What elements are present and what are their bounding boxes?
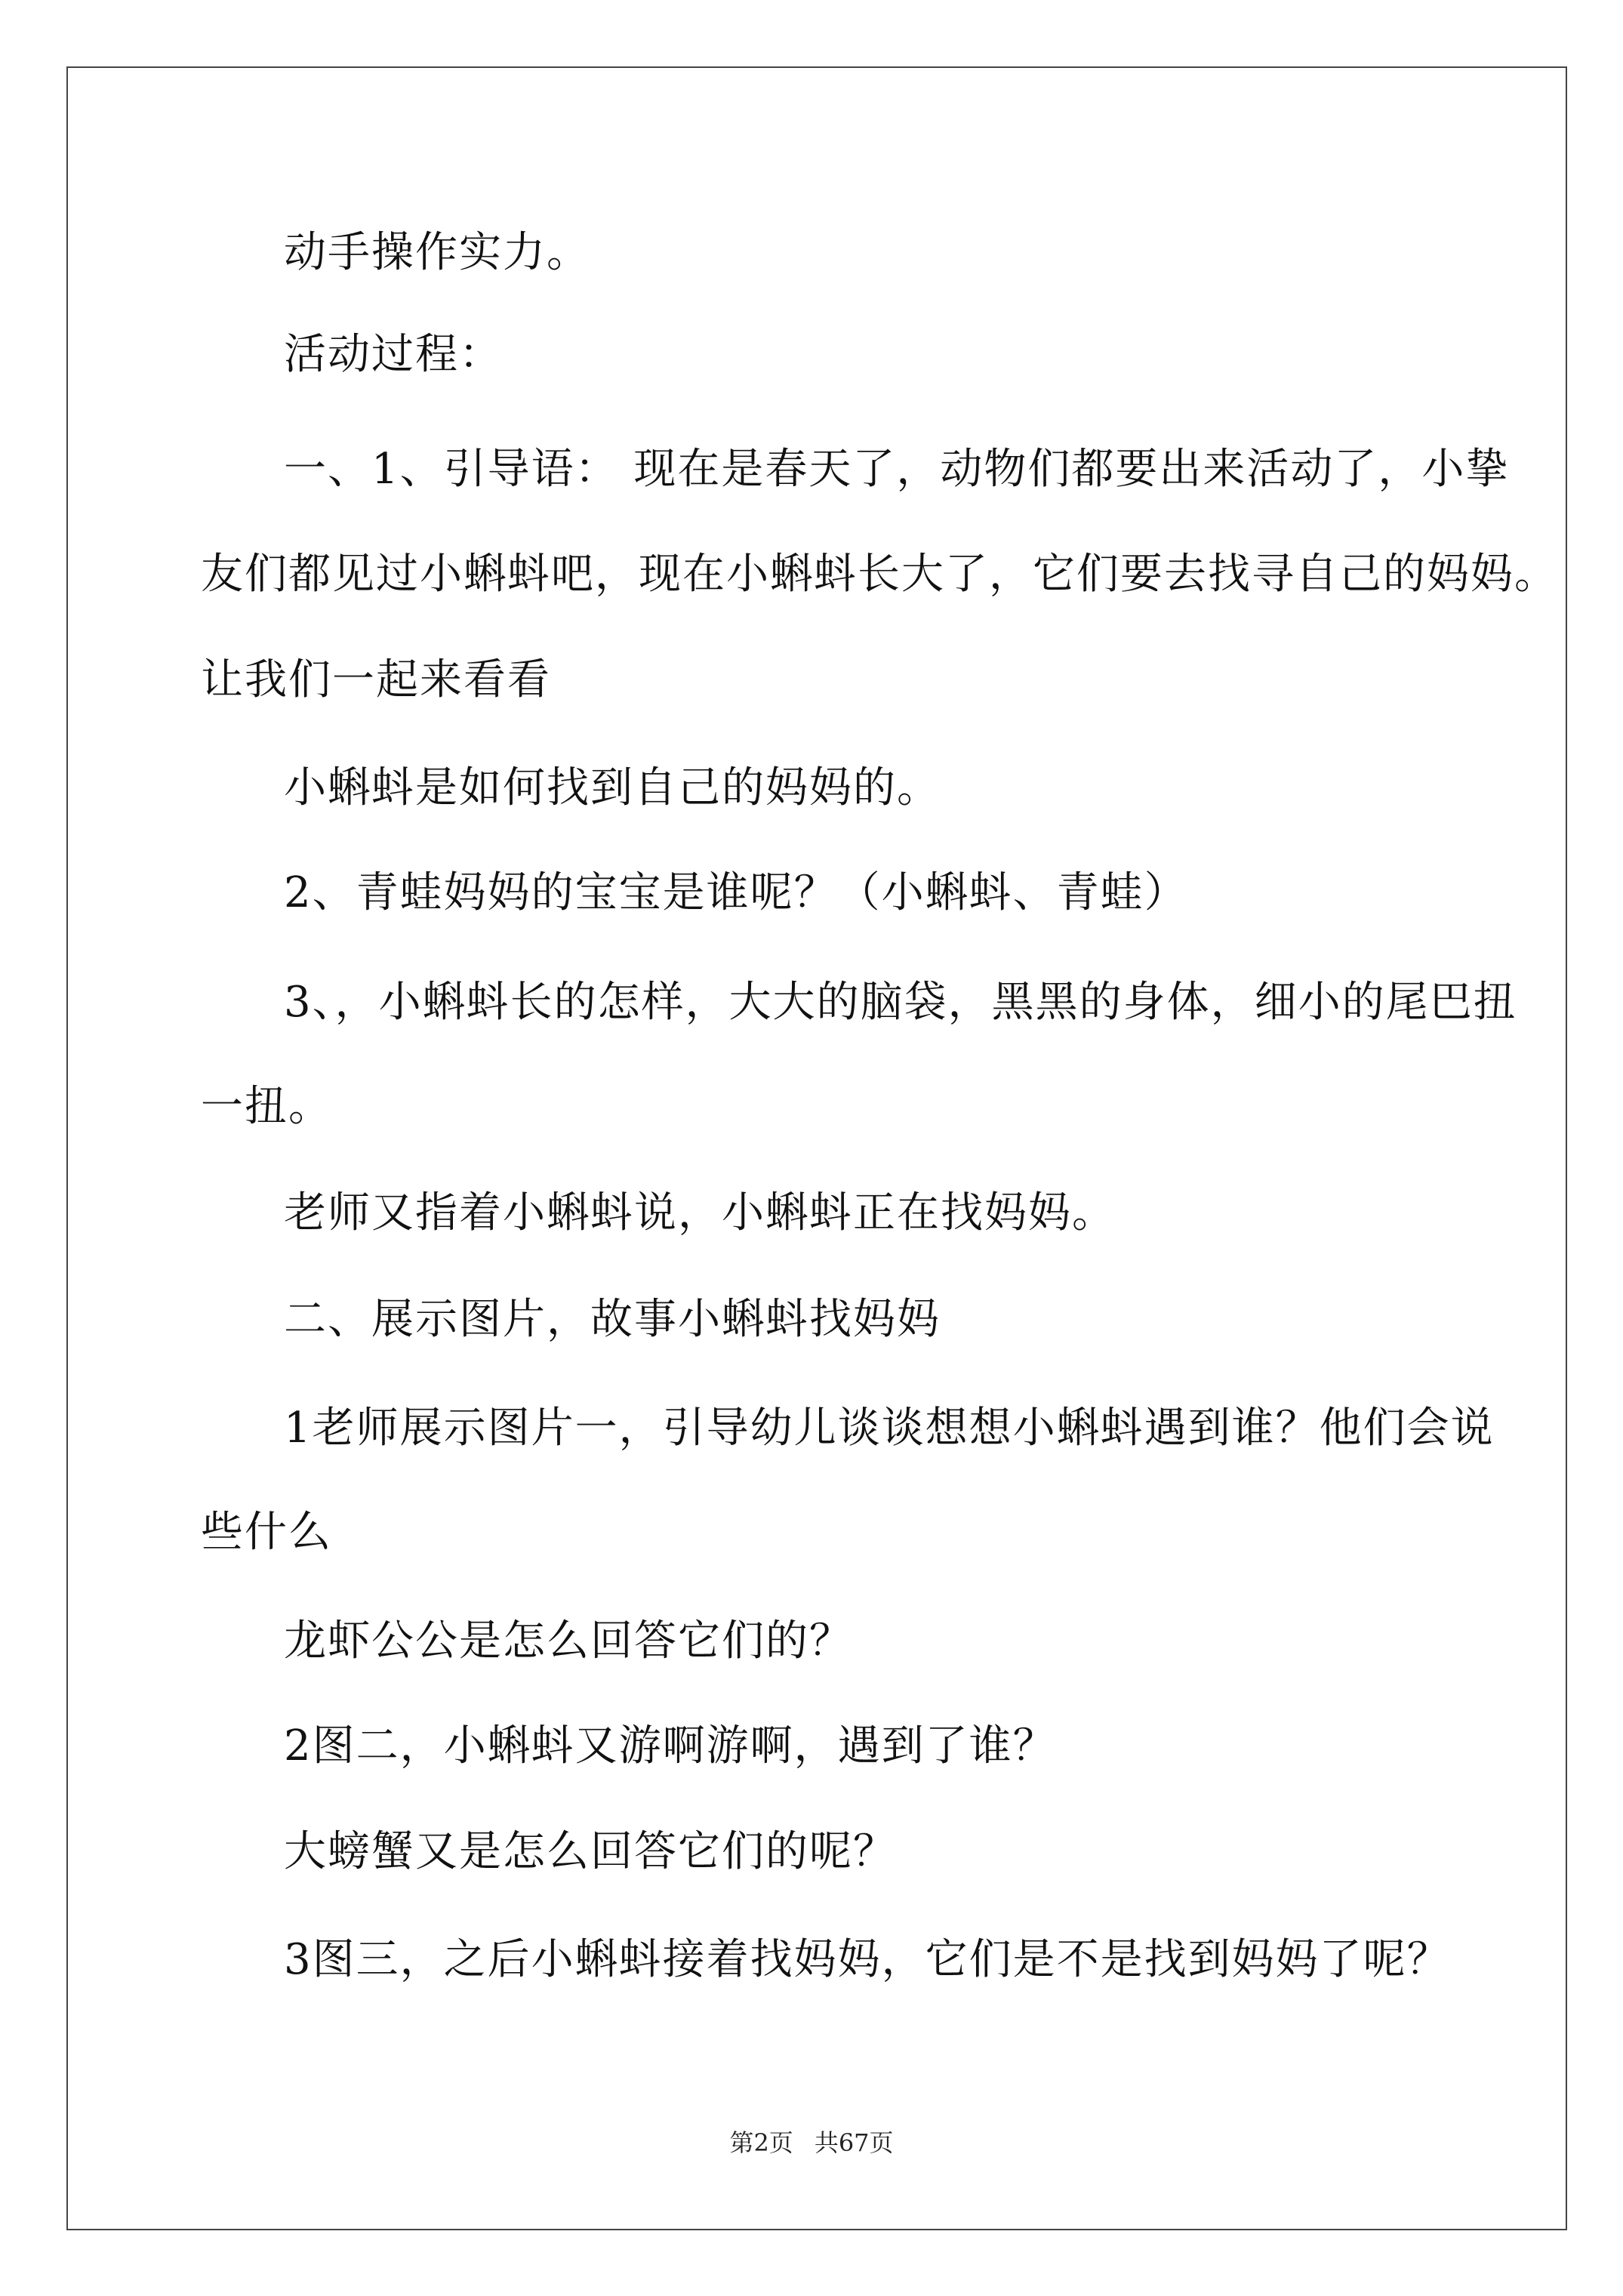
paragraph-line-5: 让我们一起来看看 xyxy=(201,655,551,704)
paragraph-line-11: 二、展示图片，故事小蝌蚪找妈妈 xyxy=(284,1295,941,1344)
paragraph-line-6: 小蝌蚪是如何找到自己的妈妈的。 xyxy=(284,763,941,812)
paragraph-line-7: 2、青蛙妈妈的宝宝是谁呢？（小蝌蚪、青蛙） xyxy=(284,868,1188,917)
paragraph-line-16: 大螃蟹又是怎么回答它们的呢？ xyxy=(284,1827,897,1876)
paragraph-line-12: 1老师展示图片一，引导幼儿谈谈想想小蝌蚪遇到谁？他们会说 xyxy=(284,1404,1495,1453)
paragraph-line-4: 友们都见过小蝌蚪吧，现在小蝌蚪长大了，它们要去找寻自己的妈妈。 xyxy=(201,550,1558,599)
page-border xyxy=(66,66,1567,2230)
paragraph-line-2: 活动过程： xyxy=(284,330,503,379)
paragraph-line-3: 一、1、引导语： 现在是春天了，动物们都要出来活动了，小挚 xyxy=(284,445,1510,494)
page-number: 第2页 xyxy=(729,2128,793,2157)
paragraph-line-17: 3图三，之后小蝌蚪接着找妈妈，它们是不是找到妈妈了呢？ xyxy=(284,1935,1451,1984)
paragraph-line-1: 动手操作实力。 xyxy=(284,228,590,277)
paragraph-line-8: 3、，小蝌蚪长的怎样，大大的脑袋，黑黑的身体，细小的尾巴扭 xyxy=(284,978,1517,1027)
paragraph-line-10: 老师又指着小蝌蚪说，小蝌蚪正在找妈妈。 xyxy=(284,1188,1116,1237)
page-footer xyxy=(0,2128,1623,2158)
paragraph-line-15: 2图二，小蝌蚪又游啊游啊，遇到了谁？ xyxy=(284,1721,1057,1771)
paragraph-line-9: 一扭。 xyxy=(201,1082,332,1131)
paragraph-line-14: 龙虾公公是怎么回答它们的？ xyxy=(284,1616,853,1666)
page-total: 共67页 xyxy=(814,2128,894,2157)
paragraph-line-13: 些什么 xyxy=(201,1508,332,1557)
